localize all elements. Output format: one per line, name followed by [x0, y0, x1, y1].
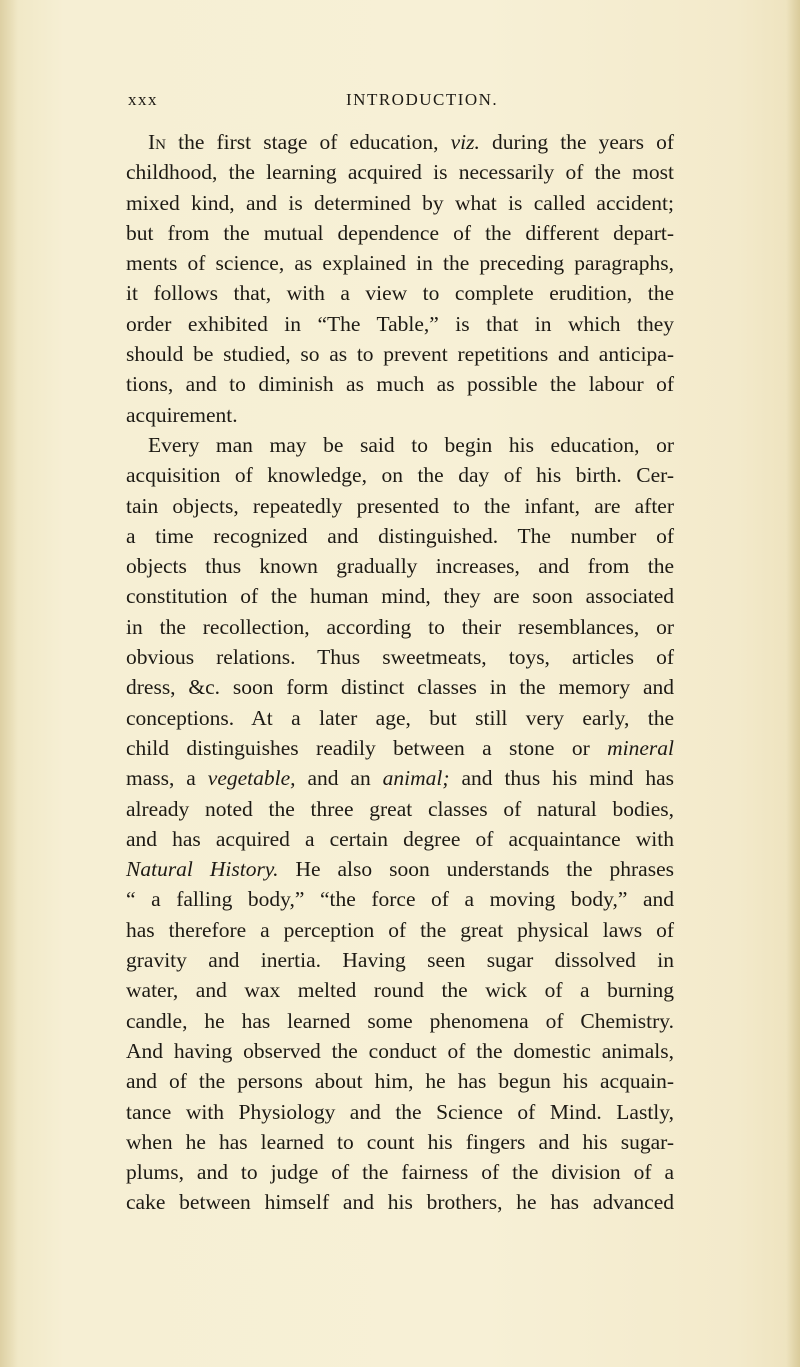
text-run: the first stage of education, [166, 130, 451, 154]
text-line [126, 763, 674, 793]
text-run: child distinguishes readily between a stone or [126, 735, 608, 760]
page-number: xxx [128, 90, 158, 109]
text-line: cake between himself and his brothers, he has advanced [126, 1190, 674, 1215]
italic-text: Natural History. [126, 857, 279, 882]
text-line: has therefore a perception of the great physical laws of [126, 917, 674, 942]
text-line: candle, he has learned some phenomena of Chemistry. [126, 1008, 674, 1033]
text-run: He also soon understands the phrases [278, 857, 674, 882]
text-line: objects thus known gradually increases, and from the [126, 554, 674, 579]
running-header [128, 90, 668, 114]
text-line: and has acquired a certain degree of acquaintance with [126, 826, 674, 851]
text-line: it follows that, with a view to complete erudition, the [126, 281, 674, 306]
text-run: during the years of [479, 130, 675, 154]
text-line: mixed kind, and is determined by what is called accident; [126, 190, 674, 215]
text-line [126, 733, 674, 763]
italic-text: animal; [382, 766, 450, 791]
text-line: a time recognized and distinguished. The number of [126, 523, 674, 548]
text-line: tions, and to diminish as much as possible the labour of [126, 372, 674, 397]
text-line: And having observed the conduct of the domestic animals, [126, 1038, 674, 1063]
italic-text: viz. [450, 130, 480, 154]
italic-text: mineral [607, 735, 674, 760]
text-line: childhood, the learning acquired is necessarily of the most [126, 160, 674, 185]
text-run: and thus his mind has [449, 766, 675, 791]
text-line: ments of science, as explained in the preceding paragraphs, [126, 251, 674, 276]
text-line: acquirement. [126, 402, 238, 427]
text-line: plums, and to judge of the fairness of the division of a [126, 1160, 674, 1185]
text-line: should be studied, so as to prevent repetitions and anticipa- [126, 342, 674, 367]
text-line: when he has learned to count his fingers and his sugar- [126, 1129, 674, 1154]
text-line: order exhibited in “The Table,” is that in which they [126, 311, 674, 336]
text-run: mass, a [126, 766, 208, 791]
text-line: constitution of the human mind, they are soon associated [126, 584, 674, 609]
italic-text: vegetable, [207, 766, 296, 791]
text-line: tance with Physiology and the Science of Mind. Lastly, [126, 1099, 674, 1124]
drop-word: In [148, 130, 166, 154]
text-line: water, and wax melted round the wick of a burning [126, 978, 674, 1003]
text-line: conceptions. At a later age, but still very early, the [126, 705, 674, 730]
text-line: “ a falling body,” “the force of a moving body,” and [126, 887, 674, 912]
text-line: Every man may be said to begin his education, or [148, 432, 674, 457]
text-run: and an [295, 766, 383, 791]
text-line: acquisition of knowledge, on the day of his birth. Cer- [126, 463, 674, 488]
text-line: already noted the three great classes of natural bodies, [126, 796, 674, 821]
text-line: in the recollection, according to their resemblances, or [126, 614, 674, 639]
text-line [126, 127, 674, 157]
page-edge-right [786, 0, 800, 1367]
page-edge-left [0, 0, 18, 1367]
text-line: obvious relations. Thus sweetmeats, toys, articles of [126, 645, 674, 670]
text-line: and of the persons about him, he has begun his acquain- [126, 1069, 674, 1094]
text-line: dress, &c. soon form distinct classes in the memory and [126, 675, 674, 700]
text-line: gravity and inertia. Having seen sugar dissolved in [126, 948, 674, 973]
text-line: tain objects, repeatedly presented to the infant, are after [126, 493, 674, 518]
body-text [126, 127, 674, 1218]
running-head-title: INTRODUCTION. [346, 90, 499, 109]
text-line: but from the mutual dependence of the different depart- [126, 220, 674, 245]
text-line [126, 854, 674, 884]
